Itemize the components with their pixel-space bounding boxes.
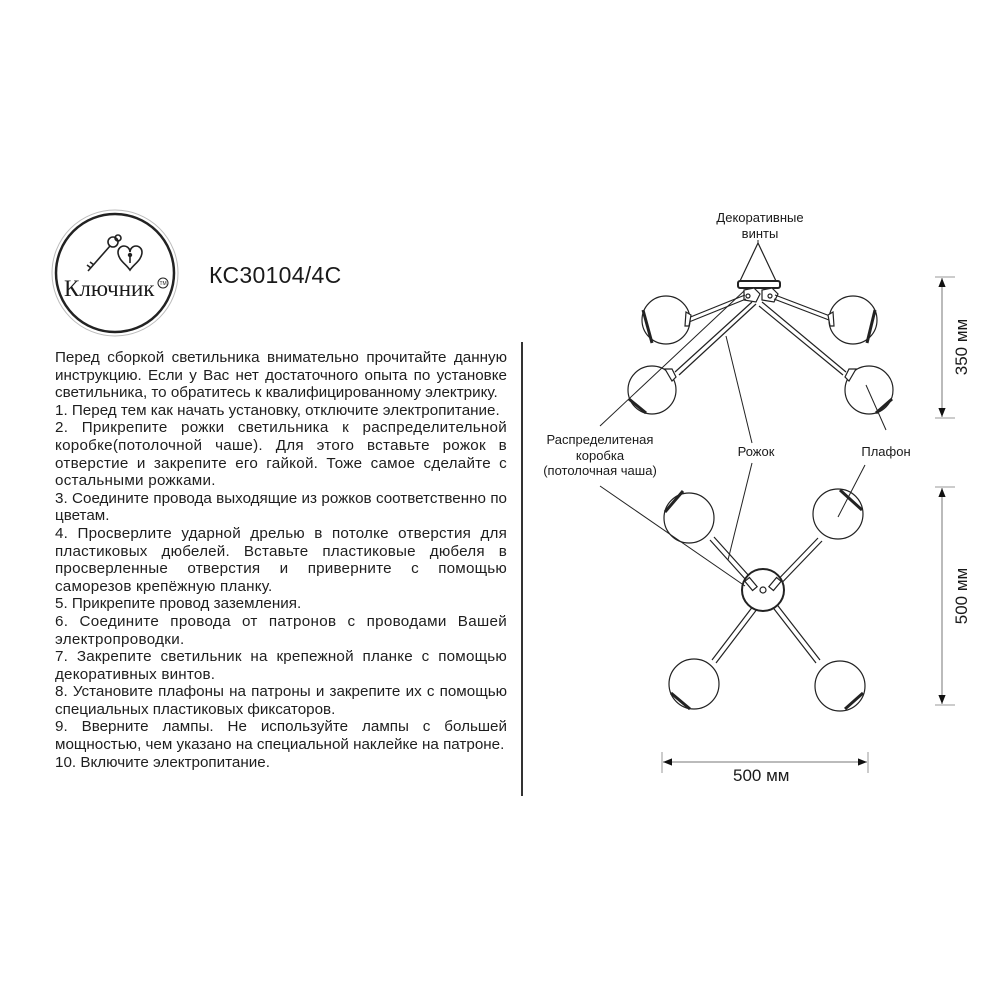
instruction-step: 10. Включите электропитание. <box>55 753 270 771</box>
model-number: КС30104/4С <box>209 262 342 288</box>
label-line: винты <box>741 225 779 241</box>
instruction-step: 3. Соедините провода выходящие из рожков соответственно по цветам. <box>55 489 507 525</box>
label-arm: Рожок <box>737 444 775 459</box>
instruction-step: 6. Соедините провода от патронов с проводами Вашей электропроводки. <box>55 612 507 648</box>
label-decorative-screws <box>712 210 808 241</box>
svg-text:TM: TM <box>159 281 167 287</box>
dimension-height-bottom: 500 мм <box>952 567 971 625</box>
bottom-view <box>664 489 865 711</box>
svg-text:Ключник: Ключник <box>64 276 155 301</box>
instruction-step: 2. Прикрепите рожки светильника к распределительной коробке(потолочной чаше). Для этого вставьте рожок в отверстие и закрепите его гайкой. Тоже самое сделайте с остальными рожками. <box>55 419 507 490</box>
instruction-step: 9. Вверните лампы. Не используйте лампы с большей мощностью, чем указано на специальной наклейке на патроне. <box>55 718 507 754</box>
instruction-step: 8. Установите плафоны на патроны и закрепите их с помощью специальных пластиковых фиксаторов. <box>55 683 507 718</box>
instruction-step: 1. Перед тем как начать установку, отключите электропитание. <box>55 401 500 419</box>
label-junction-box <box>530 432 670 479</box>
label-line: (потолочная чаша) <box>543 463 657 478</box>
label-shade: Плафон <box>861 444 911 459</box>
instruction-step: 5. Прикрепите провод заземления. <box>55 595 302 613</box>
label-line: Декоративные <box>716 210 804 225</box>
side-view <box>628 243 893 414</box>
label-line: коробка <box>575 447 625 463</box>
dimension-width: 500 мм <box>733 766 790 785</box>
dimension-height-top: 350 мм <box>952 318 971 376</box>
label-line: Распределитеная <box>546 432 654 447</box>
instructions-intro: Перед сборкой светильника внимательно прочитайте данную инструкцию. Если у Вас нет достаточного опыта по установке светильника, то обратитесь к квалифицированному электрику. <box>55 349 507 402</box>
instruction-step: 4. Просверлите ударной дрелью в потолке отверстия для пластиковых дюбелей. Вставьте пластиковые дюбеля в просверленные отверстия и приверните с помощью саморезов крепёжную планку. <box>55 524 507 595</box>
instruction-step: 7. Закрепите светильник на крепежной планке с помощью декоративных винтов. <box>55 648 507 683</box>
